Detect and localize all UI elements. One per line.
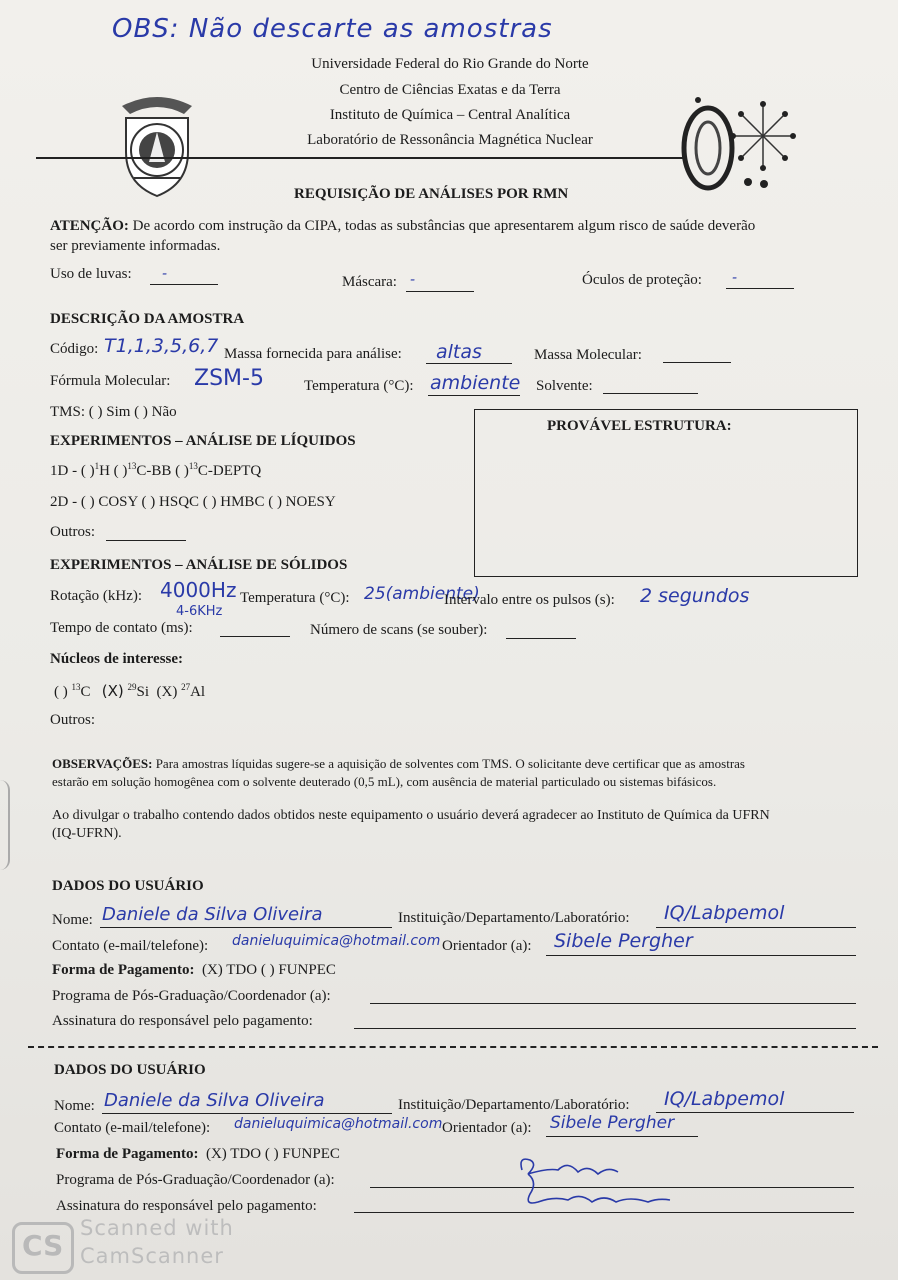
user1-payment-label: Forma de Pagamento: <box>52 962 195 978</box>
solids-temperature-value: 25(ambiente) <box>364 584 480 604</box>
user2-advisor-field[interactable] <box>546 1136 698 1137</box>
gloves-label: Uso de luvas: <box>50 266 132 282</box>
temperature-label: Temperatura (°C): <box>304 378 414 394</box>
observations-text-1: Para amostras líquidas sugere-se a aquisição de solventes com TMS. O solicitante deve certificar que as amostras <box>152 756 745 771</box>
nucleus-si-check[interactable]: (X) <box>101 682 124 700</box>
mass-label: Massa fornecida para análise: <box>224 346 402 362</box>
sup-13-b: 13 <box>188 461 198 471</box>
liquids-others-field[interactable] <box>106 540 186 541</box>
goggles-value: - <box>732 270 738 286</box>
user2-name-field[interactable] <box>102 1113 392 1114</box>
camscanner-line-1: Scanned with <box>80 1216 234 1240</box>
user1-contact-value: danieluquimica@hotmail.com <box>232 933 441 949</box>
liquids-heading: EXPERIMENTOS – ANÁLISE DE LÍQUIDOS <box>50 433 356 449</box>
solids-others-label: Outros: <box>50 712 95 728</box>
interval-label: Intervalo entre os pulsos (s): <box>444 592 615 608</box>
user2-name-value: Daniele da Silva Oliveira <box>104 1090 325 1111</box>
handwritten-signature <box>508 1150 678 1220</box>
sup-13-a: 13 <box>127 461 137 471</box>
scans-field[interactable] <box>506 638 576 639</box>
sup-27: 27 <box>181 682 191 692</box>
liquids-1d-cdeptq: C-DEPTQ <box>197 463 262 479</box>
page-edge-shadow <box>0 780 10 870</box>
formula-label: Fórmula Molecular: <box>50 373 171 389</box>
molar-mass-field[interactable] <box>663 362 731 363</box>
institution-line-4: Laboratório de Ressonância Magnética Nuclear <box>307 132 593 148</box>
cut-line <box>28 1046 878 1048</box>
sample-heading: DESCRIÇÃO DA AMOSTRA <box>50 311 245 327</box>
liquids-2d-row[interactable]: 2D - ( ) COSY ( ) HSQC ( ) HMBC ( ) NOESY <box>50 494 336 510</box>
goggles-field[interactable] <box>726 288 794 289</box>
nucleus-si-symbol: Si <box>136 684 150 700</box>
contact-time-field[interactable] <box>220 636 290 637</box>
gloves-field[interactable] <box>150 284 218 285</box>
attention-text-1: De acordo com instrução da CIPA, todas as substâncias que apresentarem algum risco de saúde deverão <box>128 218 756 234</box>
user1-heading: DADOS DO USUÁRIO <box>52 878 204 894</box>
institution-line-2: Centro de Ciências Exatas e da Terra <box>339 82 561 98</box>
user2-name-label: Nome: <box>54 1098 95 1114</box>
user1-name-label: Nome: <box>52 912 93 928</box>
formula-value: ZSM-5 <box>194 366 264 391</box>
camscanner-line-2: CamScanner <box>80 1244 224 1268</box>
solids-heading: EXPERIMENTOS – ANÁLISE DE SÓLIDOS <box>50 557 348 573</box>
user1-institution-value: IQ/Labpemol <box>664 902 785 924</box>
acknowledgement-line-1: Ao divulgar o trabalho contendo dados obtidos neste equipamento o usuário deverá agradecer ao Instituto de Química da UFRN <box>52 808 770 823</box>
user2-program-label: Programa de Pós-Graduação/Coordenador (a): <box>56 1172 335 1188</box>
sup-1: 1 <box>94 461 100 471</box>
mask-value: - <box>410 272 416 288</box>
user2-payment-options[interactable]: (X) TDO ( ) FUNPEC <box>205 1146 340 1162</box>
mask-label: Máscara: <box>342 274 397 290</box>
solvent-label: Solvente: <box>536 378 593 394</box>
temperature-field[interactable] <box>428 395 520 396</box>
nucleus-al-check[interactable]: (X) <box>156 684 178 700</box>
user1-advisor-label: Orientador (a): <box>442 938 532 954</box>
goggles-label: Óculos de proteção: <box>582 272 702 288</box>
user2-contact-value: danieluquimica@hotmail.com <box>234 1116 443 1132</box>
code-value: T1,1,3,5,6,7 <box>104 335 219 357</box>
rotation-note: 4-6KHz <box>176 604 223 619</box>
structure-box[interactable] <box>474 409 858 577</box>
user1-payment-options[interactable]: (X) TDO ( ) FUNPEC <box>201 962 336 978</box>
rotation-value: 4000Hz <box>160 578 237 602</box>
interval-value: 2 segundos <box>640 585 750 607</box>
user2-advisor-label: Orientador (a): <box>442 1120 532 1136</box>
nucleus-c-check[interactable]: ( ) <box>54 684 68 700</box>
rotation-label: Rotação (kHz): <box>50 588 143 604</box>
tms-options[interactable]: TMS: ( ) Sim ( ) Não <box>50 404 177 420</box>
liquids-1d-cbb: C-BB ( ) <box>136 463 189 479</box>
liquids-1d-row[interactable] <box>50 461 261 480</box>
user1-program-label: Programa de Pós-Graduação/Coordenador (a): <box>52 988 331 1004</box>
solvent-field[interactable] <box>603 393 698 394</box>
temperature-value: ambiente <box>430 372 521 394</box>
camscanner-badge <box>12 1222 74 1274</box>
user1-name-value: Daniele da Silva Oliveira <box>102 904 323 925</box>
institution-line-1: Universidade Federal do Rio Grande do Norte <box>311 56 589 72</box>
user2-payment-row[interactable] <box>56 1146 340 1163</box>
user2-signature-label: Assinatura do responsável pelo pagamento: <box>56 1198 317 1214</box>
user1-advisor-field[interactable] <box>546 955 856 956</box>
user1-program-field[interactable] <box>370 1003 856 1004</box>
liquids-1d-prefix: 1D - ( ) <box>50 463 95 479</box>
sup-13-c: 13 <box>71 682 81 692</box>
attention-line-1 <box>50 218 755 235</box>
attention-label: ATENÇÃO: <box>50 218 129 234</box>
scans-label: Número de scans (se souber): <box>310 622 488 638</box>
user2-heading: DADOS DO USUÁRIO <box>54 1062 206 1078</box>
ufrn-crest-logo <box>112 92 202 202</box>
header-divider <box>36 157 686 159</box>
mass-field[interactable] <box>426 363 512 364</box>
liquids-1d-h: H ( ) <box>99 463 128 479</box>
observations-line-2: estarão em solução homogênea com o solvente deuterado (0,5 mL), com ausência de material particulado ou sistemas bifásicos. <box>52 774 717 789</box>
code-label: Código: <box>50 341 99 357</box>
acknowledgement-line-2: (IQ-UFRN). <box>52 826 122 841</box>
liquids-others-label: Outros: <box>50 524 95 540</box>
user2-contact-label: Contato (e-mail/telefone): <box>54 1120 211 1136</box>
nuclei-label: Núcleos de interesse: <box>50 651 184 667</box>
gloves-value: - <box>162 266 168 282</box>
user2-institution-value: IQ/Labpemol <box>664 1088 785 1110</box>
user1-signature-label: Assinatura do responsável pelo pagamento: <box>52 1013 313 1029</box>
laboratory-logo <box>668 96 798 196</box>
user2-payment-label: Forma de Pagamento: <box>56 1146 199 1162</box>
user1-institution-field[interactable] <box>656 927 856 928</box>
user1-contact-label: Contato (e-mail/telefone): <box>52 938 209 954</box>
structure-box-title: PROVÁVEL ESTRUTURA: <box>547 418 732 434</box>
user1-signature-field[interactable] <box>354 1028 856 1029</box>
user1-institution-label: Instituição/Departamento/Laboratório: <box>398 910 630 926</box>
observations-line-1 <box>52 756 745 772</box>
user2-institution-field[interactable] <box>656 1112 854 1113</box>
form-title: REQUISIÇÃO DE ANÁLISES POR RMN <box>294 186 569 202</box>
user1-payment-row[interactable] <box>52 962 336 979</box>
nucleus-c-symbol: C <box>80 684 91 700</box>
sup-29: 29 <box>127 682 137 692</box>
institution-line-3: Instituto de Química – Central Analítica <box>329 107 571 123</box>
observations-label: OBSERVAÇÕES: <box>52 756 153 771</box>
user1-advisor-value: Sibele Pergher <box>554 930 693 952</box>
camscanner-badge-text: CS <box>22 1229 64 1262</box>
contact-time-label: Tempo de contato (ms): <box>50 620 193 636</box>
user1-name-field[interactable] <box>100 927 392 928</box>
mass-value: altas <box>436 341 482 363</box>
user2-advisor-value: Sibele Pergher <box>550 1113 675 1133</box>
attention-line-2: ser previamente informadas. <box>50 238 221 254</box>
mask-field[interactable] <box>406 291 474 292</box>
nucleus-al-symbol: Al <box>190 684 206 700</box>
molar-mass-label: Massa Molecular: <box>534 347 642 363</box>
nuclei-options[interactable] <box>54 682 205 701</box>
solids-temperature-label: Temperatura (°C): <box>240 590 350 606</box>
handwritten-note: OBS: Não descarte as amostras <box>112 14 553 44</box>
user2-institution-label: Instituição/Departamento/Laboratório: <box>398 1097 630 1113</box>
